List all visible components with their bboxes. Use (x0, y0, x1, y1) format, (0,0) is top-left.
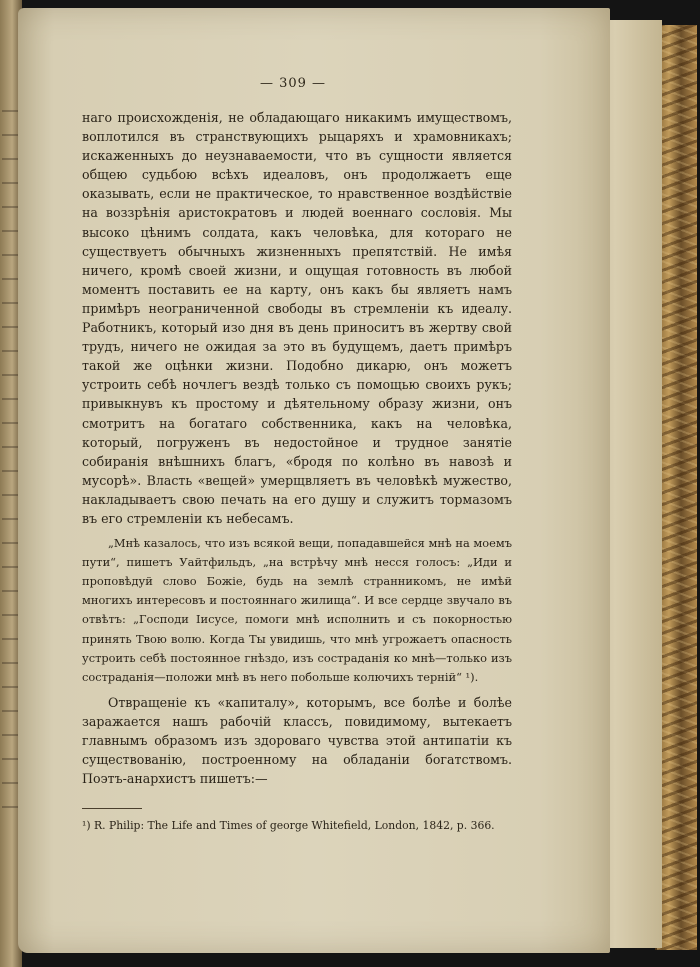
page-number: — 309 — (259, 76, 327, 91)
footnote-rule (82, 808, 142, 809)
paragraph-3: Отвращеніе къ «капиталу», которымъ, все болѣе и болѣе заражается нашъ рабочій классъ, повидимому, вытекаетъ главнымъ образомъ изъ здороваго чувства этой антипатіи къ существованію, построенному на обладаніи богатствомъ. Поэтъ-анархистъ пишетъ:— (82, 694, 512, 787)
left-page-text-shadow (2, 110, 18, 810)
paragraph-quote: „Мнѣ казалось, что изъ всякой вещи, попадавшейся мнѣ на моемъ пути“, пишетъ Уайтфильдъ, „на встрѣчу мнѣ несся голосъ: „Иди и проповѣдуй слово Божіе, будь на землѣ странникомъ, не имѣй многихъ интересовъ и постояннаго жилища“. И все сердце звучало въ отвѣтъ: „Господи Іисусе, помоги мнѣ исполнить и съ покорностью принять Твою волю. Когда Ты увидишь, что мнѣ угрожаетъ опасность устроить себѣ постоянное гнѣздо, изъ состраданія ко мнѣ—только изъ состраданія—положи мнѣ въ него побольше колючихъ терній“ ¹). (82, 536, 512, 684)
book-page (18, 8, 610, 953)
paragraph-1: наго происхожденія, не обладающаго никакимъ имуществомъ, воплотился въ странствующихъ рыцаряхъ и храмовникахъ; искаженныхъ до неузнаваемости, что въ сущности является общею судьбою всѣхъ идеаловъ, онъ продолжаетъ еще оказывать, если не практическое, то нравственное воздѣйствіе на воззрѣнія аристократовъ и людей военнаго сословія. Мы высоко цѣнимъ солдата, какъ человѣка, для котораго не существуетъ обычныхъ жизненныхъ препятствій. Не имѣя ничего, кромѣ своей жизни, и ощущая готовность въ любой моментъ поставить ее на карту, онъ какъ бы являетъ намъ примѣръ неограниченной свободы въ стремленіи къ идеалу. Работникъ, который изо дня въ день приноситъ въ жертву свой трудъ, ничего не ожидая за это въ будущемъ, даетъ примѣръ такой же оцѣнки жизни. Подобно дикарю, онъ можетъ устроить себѣ ночлегъ вездѣ только съ помощью своихъ рукъ; привыкнувъ къ простому и дѣятельному образу жизни, онъ смотритъ на богатаго собственника, какъ на человѣка, который, погруженъ въ недостойное и трудное занятіе собиранія внѣшнихъ благъ, «бродя по колѣно въ навозѣ и мусорѣ». Власть «вещей» умерщвляетъ въ человѣкѣ мужество, накладываетъ свою печать на его душу и служитъ тормазомъ въ его стремленіи къ небесамъ. (82, 110, 512, 526)
footnote: ¹) R. Philip: The Life and Times of george Whitefield, London, 1842, p. 366. (82, 819, 495, 832)
body-text (82, 108, 512, 788)
marbled-pattern (657, 25, 697, 950)
